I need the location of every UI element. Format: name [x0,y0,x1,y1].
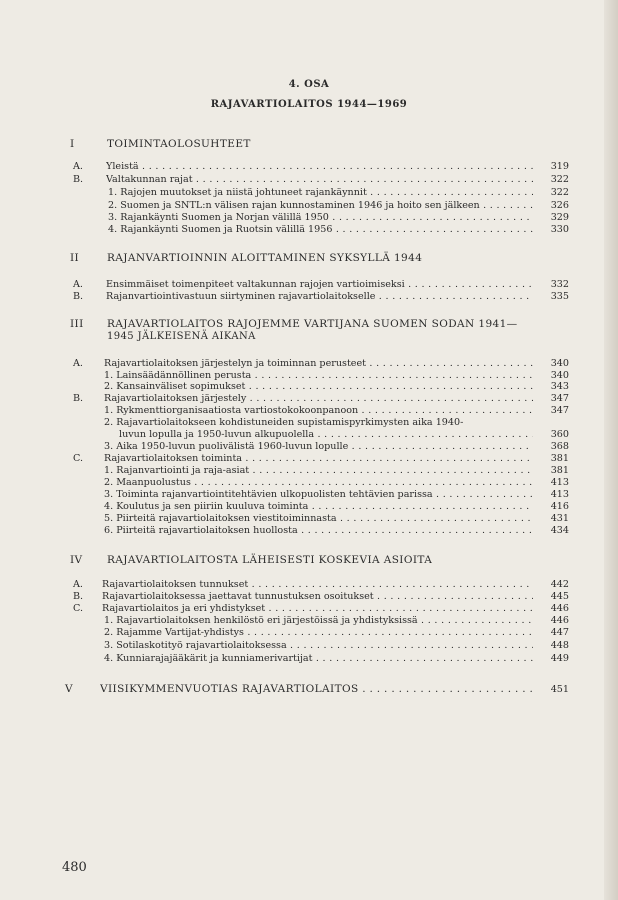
section-title-continued: 1945 JÄLKEISENÄ AIKANA [107,331,256,342]
toc-entry: 4. Koulutus ja sen piiriin kuuluva toiminta . . . 416 [73,501,569,512]
toc-entry: 4. Kunniarajajääkärit ja kunniamerivartijat . . . 449 [73,653,569,664]
section-title: RAJAVARTIOLAITOS RAJOJEMME VARTIJANA SUOMEN SODAN 1941— [107,318,518,330]
toc-entry: B. Valtakunnan rajat . . . 322 [73,174,569,185]
part-heading: 4. OSA [288,79,330,90]
toc-entry: 3. Sotilaskotityö rajavartiolaitoksessa . . . 448 [73,640,569,651]
page-number: 480 [62,860,87,875]
toc-entry: 6. Piirteitä rajavartiolaitoksen huollosta . . . 434 [73,525,569,536]
toc-entry: 2. Rajavartiolaitokseen kohdistuneiden supistamispyrkimysten aika 1940- [104,417,464,428]
toc-entry: C. Rajavartiolaitos ja eri yhdistykset . . . 446 [73,603,569,614]
toc-entry: 3. Rajankäynti Suomen ja Norjan välillä 1950 . . . 329 [73,212,569,223]
section-heading [65,683,569,698]
toc-entry: 3. Aika 1950-luvun puolivälistä 1960-luvun lopulle . . . 368 [73,441,569,452]
toc-entry: 1. Rajojen muutokset ja niistä johtuneet rajankäynnit . . . 322 [73,187,569,198]
section-number: IV [70,554,83,566]
toc-entry: 1. Rajavartiolaitoksen henkilöstö eri järjestöissä ja yhdistyksissä . . . 446 [73,615,569,626]
toc-entry: 3. Toiminta rajanvartiointitehtävien ulkopuolisten tehtävien parissa . . . 413 [73,489,569,500]
toc-entry: luvun lopulla ja 1950-luvun alkupuolella . . . 360 [73,429,569,440]
toc-entry: 2. Maanpuolustus . . . 413 [73,477,569,488]
section-number: II [70,252,80,264]
toc-entry: 5. Piirteitä rajavartiolaitoksen viestitoiminnasta . . . 431 [73,513,569,524]
part-title: RAJAVARTIOLAITOS 1944—1969 [210,99,408,110]
toc-entry: 1. Lainsäädännöllinen perusta . . . 340 [73,370,569,381]
section-number: I [70,138,75,150]
toc-entry: 1. Rykmenttiorganisaatiosta vartiostokokoonpanoon . . . 347 [73,405,569,416]
toc-entry: A. Ensimmäiset toimenpiteet valtakunnan rajojen vartioimiseksi . . . 332 [73,279,569,290]
section-title: TOIMINTAOLOSUHTEET [107,138,251,150]
toc-entry: 2. Rajamme Vartijat-yhdistys . . . 447 [73,627,569,638]
toc-entry: B. Rajavartiolaitoksen järjestely . . . 347 [73,393,569,404]
section-number: V [65,683,73,695]
section-title: RAJANVARTIOINNIN ALOITTAMINEN SYKSYLLÄ 1944 [107,252,423,264]
toc-entry: B. Rajanvartiointivastuun siirtyminen rajavartiolaitokselle . . . 335 [73,291,569,302]
section-page: 451 [550,684,569,695]
toc-entry: A. Rajavartiolaitoksen tunnukset . . . 442 [73,579,569,590]
section-title: RAJAVARTIOLAITOSTA LÄHEISESTI KOSKEVIA ASIOITA [107,554,433,566]
section-number: III [70,318,84,330]
toc-entry: 1. Rajanvartiointi ja raja-asiat . . . 381 [73,465,569,476]
toc-entry: 2. Kansainväliset sopimukset . . . 343 [73,381,569,392]
toc-entry: A. Rajavartiolaitoksen järjestelyn ja toiminnan perusteet . . . 340 [73,358,569,369]
toc-entry: B. Rajavartiolaitoksessa jaettavat tunnustuksen osoitukset . . . 445 [73,591,569,602]
toc-entry: 4. Rajankäynti Suomen ja Ruotsin välillä 1956 . . . 330 [73,224,569,235]
toc-entry: A. Yleistä . . . 319 [73,161,569,172]
section-title: VIISIKYMMENVUOTIAS RAJAVARTIOLAITOS . . . [100,684,533,695]
page-edge [604,0,618,900]
toc-entry: C. Rajavartiolaitoksen toiminta . . . 381 [73,453,569,464]
toc-entry: 2. Suomen ja SNTL:n välisen rajan kunnostaminen 1946 ja hoito sen jälkeen . . . 326 [73,200,569,211]
